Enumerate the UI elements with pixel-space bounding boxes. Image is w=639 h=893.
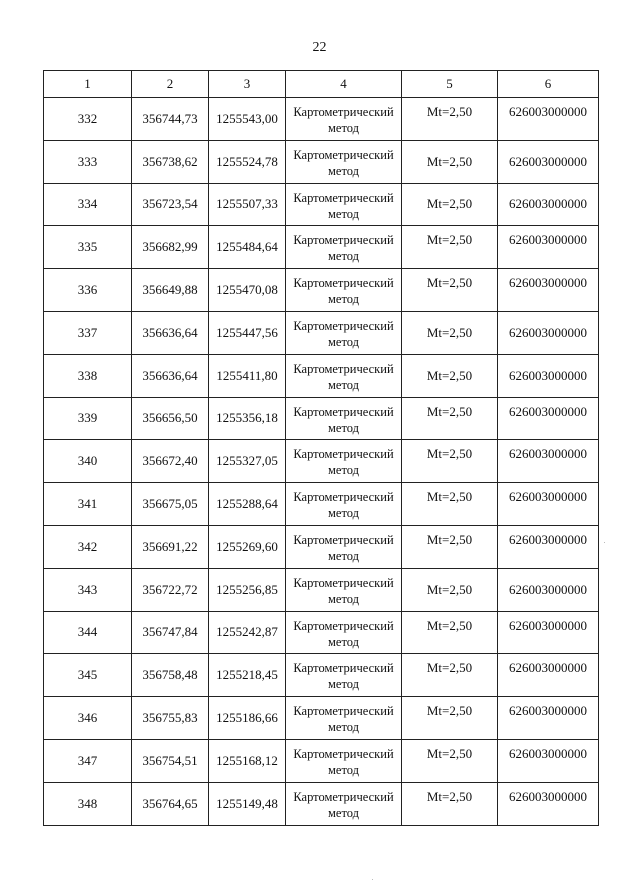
code-cell: 626003000000 <box>498 440 599 483</box>
code-cell: 626003000000 <box>498 269 599 312</box>
y-coordinate-cell: 1255149,48 <box>209 782 286 825</box>
method-line-2: метод <box>327 805 359 820</box>
method-line-1: Картометрический <box>293 447 394 462</box>
method-line-2: метод <box>327 762 359 777</box>
method-line-2: метод <box>327 377 359 392</box>
code-cell: 626003000000 <box>498 611 599 654</box>
y-coordinate-cell: 1255327,05 <box>209 440 286 483</box>
method-cell <box>286 525 402 568</box>
y-coordinate-cell: 1255269,60 <box>209 525 286 568</box>
x-coordinate-cell: 356744,73 <box>132 98 209 141</box>
method-line-1: Картометрический <box>293 490 394 505</box>
method-line-1: Картометрический <box>293 318 394 333</box>
x-coordinate-cell: 356722,72 <box>132 568 209 611</box>
method-cell <box>286 354 402 397</box>
accuracy-cell: Mt=2,50 <box>402 98 498 141</box>
accuracy-cell: Mt=2,50 <box>402 483 498 526</box>
y-coordinate-cell: 1255543,00 <box>209 98 286 141</box>
y-coordinate-cell: 1255356,18 <box>209 397 286 440</box>
point-number-cell: 343 <box>44 568 132 611</box>
method-line-2: метод <box>327 206 359 221</box>
x-coordinate-cell: 356675,05 <box>132 483 209 526</box>
y-coordinate-cell: 1255256,85 <box>209 568 286 611</box>
x-coordinate-cell: 356758,48 <box>132 654 209 697</box>
accuracy-cell: Mt=2,50 <box>402 697 498 740</box>
code-cell: 626003000000 <box>498 98 599 141</box>
coordinates-table <box>43 70 599 826</box>
method-line-1: Картометрический <box>293 532 394 547</box>
code-cell: 626003000000 <box>498 183 599 226</box>
x-coordinate-cell: 356636,64 <box>132 354 209 397</box>
table-row <box>44 269 599 312</box>
x-coordinate-cell: 356755,83 <box>132 697 209 740</box>
table-body <box>44 98 599 826</box>
method-line-1: Картометрический <box>293 746 394 761</box>
table-row <box>44 354 599 397</box>
accuracy-cell: Mt=2,50 <box>402 611 498 654</box>
method-line-2: метод <box>327 591 359 606</box>
method-line-2: метод <box>327 634 359 649</box>
table-row <box>44 140 599 183</box>
x-coordinate-cell: 356672,40 <box>132 440 209 483</box>
code-cell: 626003000000 <box>498 568 599 611</box>
code-cell: 626003000000 <box>498 697 599 740</box>
point-number-cell: 344 <box>44 611 132 654</box>
method-cell <box>286 269 402 312</box>
table-row <box>44 568 599 611</box>
method-line-1: Картометрический <box>293 276 394 291</box>
point-number-cell: 341 <box>44 483 132 526</box>
y-coordinate-cell: 1255168,12 <box>209 739 286 782</box>
method-line-1: Картометрический <box>293 789 394 804</box>
table-row <box>44 697 599 740</box>
accuracy-cell: Mt=2,50 <box>402 311 498 354</box>
x-coordinate-cell: 356636,64 <box>132 311 209 354</box>
accuracy-cell: Mt=2,50 <box>402 440 498 483</box>
point-number-cell: 347 <box>44 739 132 782</box>
method-cell <box>286 397 402 440</box>
column-header: 4 <box>286 71 402 98</box>
table-row <box>44 611 599 654</box>
method-cell <box>286 311 402 354</box>
method-line-1: Картометрический <box>293 147 394 162</box>
table-row <box>44 782 599 825</box>
table-row <box>44 226 599 269</box>
method-cell <box>286 697 402 740</box>
code-cell: 626003000000 <box>498 483 599 526</box>
point-number-cell: 348 <box>44 782 132 825</box>
point-number-cell: 332 <box>44 98 132 141</box>
x-coordinate-cell: 356747,84 <box>132 611 209 654</box>
point-number-cell: 333 <box>44 140 132 183</box>
code-cell: 626003000000 <box>498 782 599 825</box>
table-row <box>44 483 599 526</box>
code-cell: 626003000000 <box>498 311 599 354</box>
accuracy-cell: Mt=2,50 <box>402 525 498 568</box>
y-coordinate-cell: 1255186,66 <box>209 697 286 740</box>
x-coordinate-cell: 356764,65 <box>132 782 209 825</box>
y-coordinate-cell: 1255470,08 <box>209 269 286 312</box>
y-coordinate-cell: 1255411,80 <box>209 354 286 397</box>
method-cell <box>286 654 402 697</box>
method-line-2: метод <box>327 463 359 478</box>
point-number-cell: 340 <box>44 440 132 483</box>
x-coordinate-cell: 356691,22 <box>132 525 209 568</box>
method-cell <box>286 98 402 141</box>
method-line-2: метод <box>327 292 359 307</box>
y-coordinate-cell: 1255242,87 <box>209 611 286 654</box>
method-line-1: Картометрический <box>293 661 394 676</box>
method-line-2: метод <box>327 121 359 135</box>
accuracy-cell: Mt=2,50 <box>402 269 498 312</box>
code-cell: 626003000000 <box>498 140 599 183</box>
method-line-1: Картометрический <box>293 618 394 633</box>
point-number-cell: 346 <box>44 697 132 740</box>
method-line-1: Картометрический <box>293 404 394 419</box>
point-number-cell: 339 <box>44 397 132 440</box>
method-cell <box>286 440 402 483</box>
method-line-2: метод <box>327 720 359 735</box>
method-line-1: Картометрический <box>293 704 394 719</box>
y-coordinate-cell: 1255507,33 <box>209 183 286 226</box>
point-number-cell: 345 <box>44 654 132 697</box>
code-cell: 626003000000 <box>498 226 599 269</box>
column-header: 2 <box>132 71 209 98</box>
code-cell: 626003000000 <box>498 397 599 440</box>
method-cell <box>286 568 402 611</box>
accuracy-cell: Mt=2,50 <box>402 354 498 397</box>
method-cell <box>286 226 402 269</box>
y-coordinate-cell: 1255484,64 <box>209 226 286 269</box>
table-header <box>44 71 599 98</box>
y-coordinate-cell: 1255447,56 <box>209 311 286 354</box>
table-row <box>44 397 599 440</box>
code-cell: 626003000000 <box>498 525 599 568</box>
x-coordinate-cell: 356738,62 <box>132 140 209 183</box>
table-row <box>44 183 599 226</box>
x-coordinate-cell: 356656,50 <box>132 397 209 440</box>
table-row <box>44 525 599 568</box>
point-number-cell: 334 <box>44 183 132 226</box>
point-number-cell: 335 <box>44 226 132 269</box>
column-header: 6 <box>498 71 599 98</box>
page-number: 22 <box>312 40 327 55</box>
column-header: 1 <box>44 71 132 98</box>
point-number-cell: 337 <box>44 311 132 354</box>
table-row <box>44 311 599 354</box>
method-line-2: метод <box>327 163 359 178</box>
header-row <box>44 71 599 98</box>
x-coordinate-cell: 356754,51 <box>132 739 209 782</box>
method-cell <box>286 183 402 226</box>
point-number-cell: 338 <box>44 354 132 397</box>
accuracy-cell: Mt=2,50 <box>402 397 498 440</box>
method-cell <box>286 782 402 825</box>
y-coordinate-cell: 1255288,64 <box>209 483 286 526</box>
x-coordinate-cell: 356723,54 <box>132 183 209 226</box>
accuracy-cell: Mt=2,50 <box>402 739 498 782</box>
method-line-1: Картометрический <box>293 233 394 248</box>
table-row <box>44 98 599 141</box>
accuracy-cell: Mt=2,50 <box>402 140 498 183</box>
method-line-1: Картометрический <box>293 361 394 376</box>
column-header: 5 <box>402 71 498 98</box>
method-line-1: Картометрический <box>293 190 394 205</box>
scan-speck <box>372 879 373 880</box>
y-coordinate-cell: 1255218,45 <box>209 654 286 697</box>
code-cell: 626003000000 <box>498 739 599 782</box>
y-coordinate-cell: 1255524,78 <box>209 140 286 183</box>
accuracy-cell: Mt=2,50 <box>402 568 498 611</box>
method-line-2: метод <box>327 548 359 563</box>
method-line-2: метод <box>327 677 359 692</box>
accuracy-cell: Mt=2,50 <box>402 226 498 269</box>
table-row <box>44 739 599 782</box>
scan-speck <box>604 542 605 543</box>
point-number-cell: 342 <box>44 525 132 568</box>
table-row <box>44 440 599 483</box>
method-line-2: метод <box>327 506 359 521</box>
accuracy-cell: Mt=2,50 <box>402 782 498 825</box>
method-line-1: Картометрический <box>293 105 394 119</box>
method-cell <box>286 483 402 526</box>
method-line-2: метод <box>327 334 359 349</box>
column-header: 3 <box>209 71 286 98</box>
point-number-cell: 336 <box>44 269 132 312</box>
code-cell: 626003000000 <box>498 654 599 697</box>
method-cell <box>286 611 402 654</box>
code-cell: 626003000000 <box>498 354 599 397</box>
method-cell <box>286 140 402 183</box>
accuracy-cell: Mt=2,50 <box>402 183 498 226</box>
accuracy-cell: Mt=2,50 <box>402 654 498 697</box>
method-line-2: метод <box>327 249 359 264</box>
method-line-1: Картометрический <box>293 575 394 590</box>
method-cell <box>286 739 402 782</box>
x-coordinate-cell: 356649,88 <box>132 269 209 312</box>
table-row <box>44 654 599 697</box>
method-line-2: метод <box>327 420 359 435</box>
x-coordinate-cell: 356682,99 <box>132 226 209 269</box>
